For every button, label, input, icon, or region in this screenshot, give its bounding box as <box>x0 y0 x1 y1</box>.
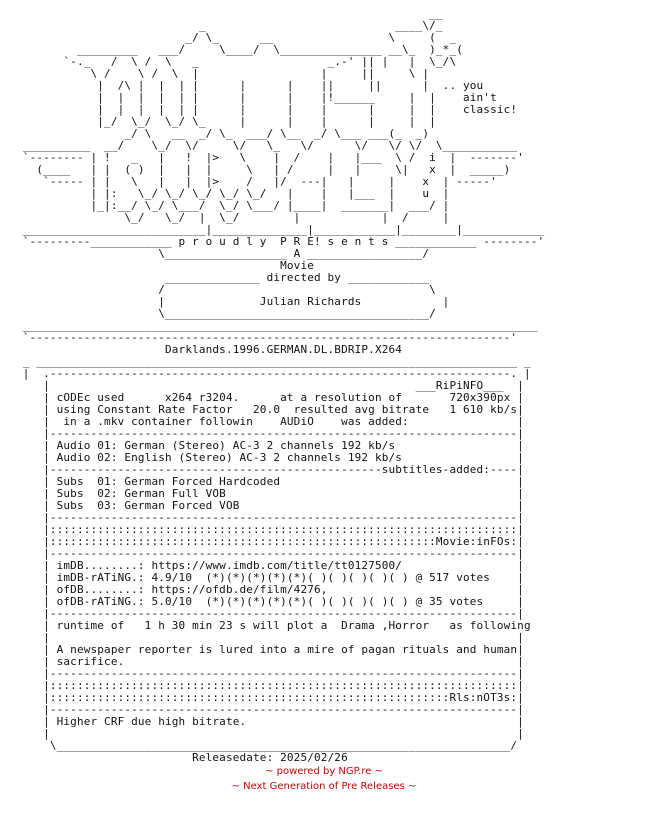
nfo-line: |:::::::::::::::::::::::::::::::::::::::::::::::::::::::::::Rls:nOT3s:| <box>16 691 524 704</box>
nfo-line: ___________________________|______________|____________|________|____________ <box>16 223 545 236</box>
nfo-line: | | <box>16 727 524 740</box>
nfo-line: | ___RiPiNFO___ | <box>16 379 524 392</box>
nfo-line: | imDB........: https://www.imdb.com/title/tt0127500/ | <box>16 559 524 572</box>
nfo-line: `----- | | \ | | |> / |/ ---| | | x | -----' <box>16 175 497 188</box>
nfo-line: |---------------------------------------------------------------------| <box>16 511 524 524</box>
nfo-line: |---------------------------------------------------------------------| <box>16 427 524 440</box>
nfo-line: | | | | | | | | | | | | classic! <box>16 103 518 116</box>
nfo-line: | using Constant Rate Factor 20.0 resulted avg bitrate 1 610 kb/s| <box>16 403 524 416</box>
nfo-line: |-------------------------------------------------subtitles-added:----| <box>16 463 524 476</box>
nfo-line: ____________________________________________________________________________ <box>16 319 538 332</box>
nfo-line: _/ \ __ _/ \_ ___/ \__ _/ \___ ___(_ _) <box>16 127 430 140</box>
nfo-line: | Subs 03: German Forced VOB | <box>16 499 524 512</box>
nfo-line: `-._ / \ / \ _ _.-' || | | \_/\ <box>16 55 457 68</box>
nfo-line: \ / \ / \ | | || \ | <box>16 67 430 80</box>
nfo-line: | |: \_/ \_/ \_/ \_/ \_/ | | |___ | u | <box>16 187 450 200</box>
nfo-line: | Higher CRF due high bitrate. | <box>16 715 524 728</box>
nfo-line: Movie <box>16 259 314 272</box>
nfo-line: | runtime of 1 h 30 min 23 s will plot a Drama ,Horror as following <box>16 619 531 632</box>
nfo-line: `-----------------------------------------------------------------------' <box>16 331 518 344</box>
nfo-line: |:::::::::::::::::::::::::::::::::::::::::::::::::::::::::::::::::::::| <box>16 523 524 536</box>
nfo-line: __________ __/ \_/ \/ \/ \_ \/ \/ \/ \/ \___________ <box>16 139 518 152</box>
nfo-text-block <box>16 8 544 764</box>
nfo-line: | A newspaper reporter is lured into a mire of pagan rituals and human| <box>16 643 524 656</box>
nfo-line: `---------____________ p r o u d l y P R E! s e n t s ____________ --------' <box>16 235 545 248</box>
nfo-line: |---------------------------------------------------------------------| <box>16 607 524 620</box>
nfo-line: | cODEc used x264 r3204. at a resolution of 720x390px | <box>16 391 524 404</box>
nfo-line: | /\ | | | | | | || || | .. you <box>16 79 484 92</box>
nfo-line: | .--------------------------------------------------------------------. | <box>16 367 531 380</box>
nfo-line: | Audio 01: German (Stereo) AC-3 2 channels 192 kb/s | <box>16 439 524 452</box>
nfo-line: / \ <box>16 283 436 296</box>
nfo-line: | imDB-rATiNG.: 4.9/10 (*)(*)(*)(*)(*)( )( )( )( )( ) @ 517 votes | <box>16 571 524 584</box>
nfo-line: \_______________________________________/ <box>16 307 436 320</box>
nfo-line: | ofDB-rATiNG.: 5.0/10 (*)(*)(*)(*)(*)( )( )( )( )( ) @ 35 votes | <box>16 595 524 608</box>
nfo-line: |---------------------------------------------------------------------| <box>16 667 524 680</box>
nfo-line: |_/ \_/ \_/ \_ | | | | | | <box>16 115 436 128</box>
footer-tagline: ~ Next Generation of Pre Releases ~ <box>231 781 417 792</box>
nfo-line: |:::::::::::::::::::::::::::::::::::::::::::::::::::::::::::::::::::::| <box>16 679 524 692</box>
nfo-line: | Subs 02: German Full VOB | <box>16 487 524 500</box>
nfo-line: |:::::::::::::::::::::::::::::::::::::::::::::::::::::::::Movie:inFOs:| <box>16 535 524 548</box>
nfo-line: | sacrifice. | <box>16 655 524 668</box>
nfo-line: _ _______________________________________________________________________ _ <box>16 355 531 368</box>
nfo-line: Darklands.1996.GERMAN.DL.BDRIP.X264 <box>16 343 403 356</box>
nfo-line: | Julian Richards | <box>16 295 450 308</box>
nfo-line: | | | | | | | | |!______ | | ain't <box>16 91 497 104</box>
nfo-line: (____ | | ( ) | | | \ | / | | \| x | _____) <box>16 163 511 176</box>
nfo-line: \_/ \_/ | \_/ | | / | <box>16 211 450 224</box>
footer <box>0 764 648 794</box>
nfo-line: __ <box>16 7 443 20</box>
nfo-line: |_|:__/ \_/ \___/ \_/ \___/ |____| _______| ___/ | <box>16 199 450 212</box>
nfo-line: | Audio 02: English (Stereo) AC-3 2 channels 192 kb/s | <box>16 451 524 464</box>
nfo-line: ______________ directed by ____________ <box>16 271 430 284</box>
nfo-line: _ ____\/_ <box>16 19 443 32</box>
footer-powered-by: ~ powered by NGP.re ~ <box>265 766 383 777</box>
nfo-line: Releasedate: 2025/02/26 <box>16 751 348 764</box>
nfo-line: _/ \_ __ \ ( _ <box>16 31 457 44</box>
nfo-line: \___________________________________________________________________/ <box>16 739 518 752</box>
nfo-line: \__________________ A _________________/ <box>16 247 430 260</box>
nfo-line: _________ ___/ \____/ \_______________ __\_ )_*_( <box>16 43 463 56</box>
nfo-line: | ofDB........: https://ofdb.de/film/4276, | <box>16 583 524 596</box>
nfo-line: |---------------------------------------------------------------------| <box>16 547 524 560</box>
nfo-line: | | <box>16 631 524 644</box>
nfo-line: | in a .mkv container followin AUDiO was added: | <box>16 415 524 428</box>
nfo-line: |---------------------------------------------------------------------| <box>16 703 524 716</box>
nfo-line: | Subs 01: German Forced Hardcoded | <box>16 475 524 488</box>
nfo-line: `-------- | ! _ | ! |> \ | / | |___ \ / i | -------' <box>16 151 524 164</box>
